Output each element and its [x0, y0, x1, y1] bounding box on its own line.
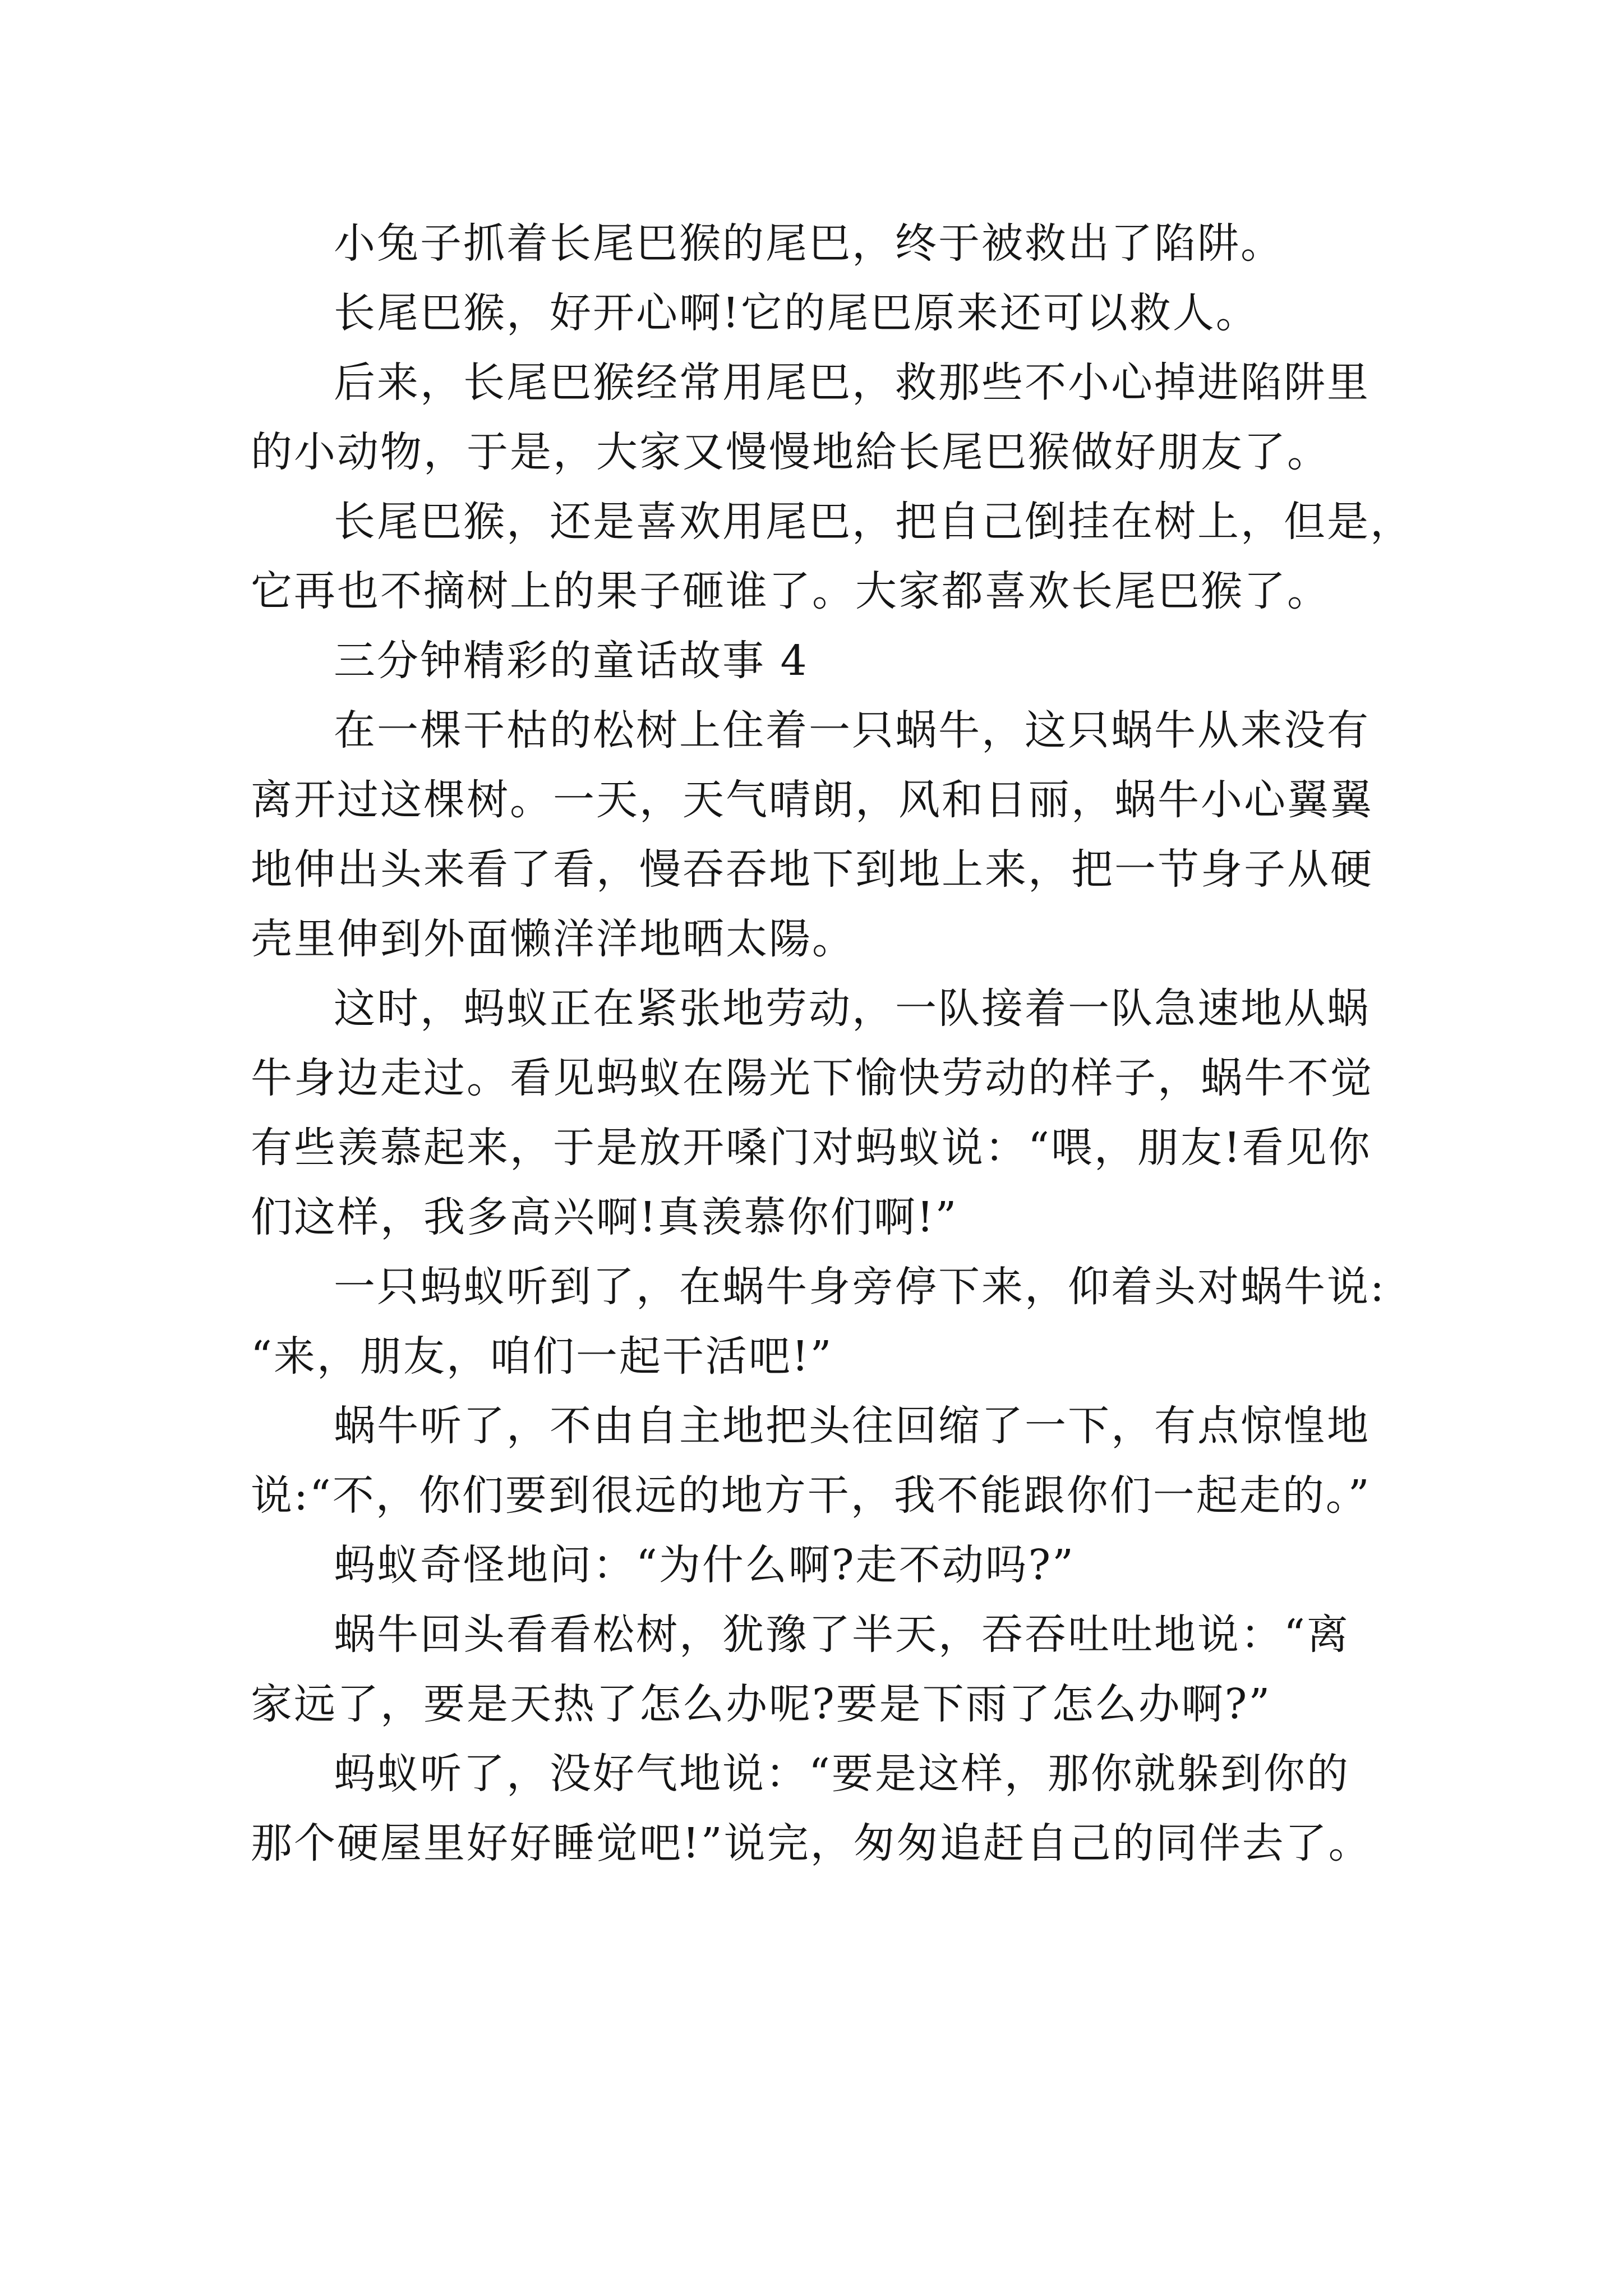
text-line: 蜗牛回头看看松树，犹豫了半天，吞吞吐吐地说：“离	[334, 1611, 1350, 1659]
paragraph	[251, 1391, 1395, 1530]
paragraph	[251, 1252, 1395, 1391]
paragraph	[251, 209, 1395, 278]
paragraph	[251, 1600, 1395, 1739]
text-line: 的小动物，于是，大家又慢慢地給长尾巴猴做好朋友了。	[251, 428, 1330, 476]
text-line: 一只蚂蚁听到了，在蜗牛身旁停下来，仰着头对蜗牛说:	[334, 1263, 1386, 1311]
text-line: 后来，长尾巴猴经常用尾巴，救那些不小心掉进陷阱里	[334, 358, 1370, 407]
text-line: 地伸出头来看了看，慢吞吞地下到地上来，把一节身子从硬	[251, 845, 1373, 894]
text-line: 离开过这棵树。一天，天气晴朗，风和日丽，蜗牛小心翼翼	[251, 776, 1373, 824]
document-body	[251, 209, 1413, 1878]
paragraph	[251, 1739, 1395, 1878]
paragraph	[251, 278, 1395, 348]
paragraph	[251, 1530, 1395, 1600]
text-line: 小兔子抓着长尾巴猴的尾巴，终于被救出了陷阱。	[334, 219, 1284, 268]
text-line: 它再也不摘树上的果子砸谁了。大家都喜欢长尾巴猴了。	[251, 567, 1330, 615]
paragraph	[251, 974, 1395, 1252]
text-line: 牛身边走过。看见蚂蚁在陽光下愉快劳动的样子，蜗牛不觉	[251, 1054, 1373, 1102]
text-line: 在一棵干枯的松树上住着一只蜗牛，这只蜗牛从来没有	[334, 706, 1370, 754]
text-line: 这时，蚂蚁正在紧张地劳动，一队接着一队急速地从蜗	[334, 984, 1370, 1033]
text-line: 蚂蚁奇怪地问：“为什么啊?走不动吗?”	[334, 1541, 1076, 1589]
paragraph	[251, 348, 1395, 487]
section-heading: 三分钟精彩的童话故事 4	[334, 637, 809, 685]
paragraph	[251, 696, 1395, 974]
text-line: 那个硬屋里好好睡觉吧!”说完，匆匆追赶自己的同伴去了。	[251, 1819, 1372, 1867]
text-line: 长尾巴猴，还是喜欢用尾巴，把自己倒挂在树上，但是，	[334, 498, 1413, 546]
text-line: 长尾巴猴，好开心啊!它的尾巴原来还可以救人。	[334, 289, 1259, 337]
paragraph	[251, 487, 1413, 626]
text-line: 壳里伸到外面懒洋洋地晒太陽。	[251, 915, 855, 963]
text-line: “来，朋友，咱们一起干活吧!”	[251, 1332, 833, 1381]
text-line: 蜗牛听了，不由自主地把头往回缩了一下，有点惊惶地	[334, 1402, 1370, 1450]
text-line: 家远了，要是天热了怎么办呢?要是下雨了怎么办啊?”	[251, 1680, 1272, 1728]
text-line: 有些羡慕起来，于是放开嗓门对蚂蚁说：“喂，朋友!看见你	[251, 1124, 1372, 1172]
text-line: 们这样，我多高兴啊!真羡慕你们啊!”	[251, 1193, 958, 1241]
text-line: 说:“不，你们要到很远的地方干，我不能跟你们一起走的。”	[251, 1471, 1371, 1520]
text-line: 蚂蚁听了，没好气地说：“要是这样，那你就躲到你的	[334, 1750, 1350, 1798]
